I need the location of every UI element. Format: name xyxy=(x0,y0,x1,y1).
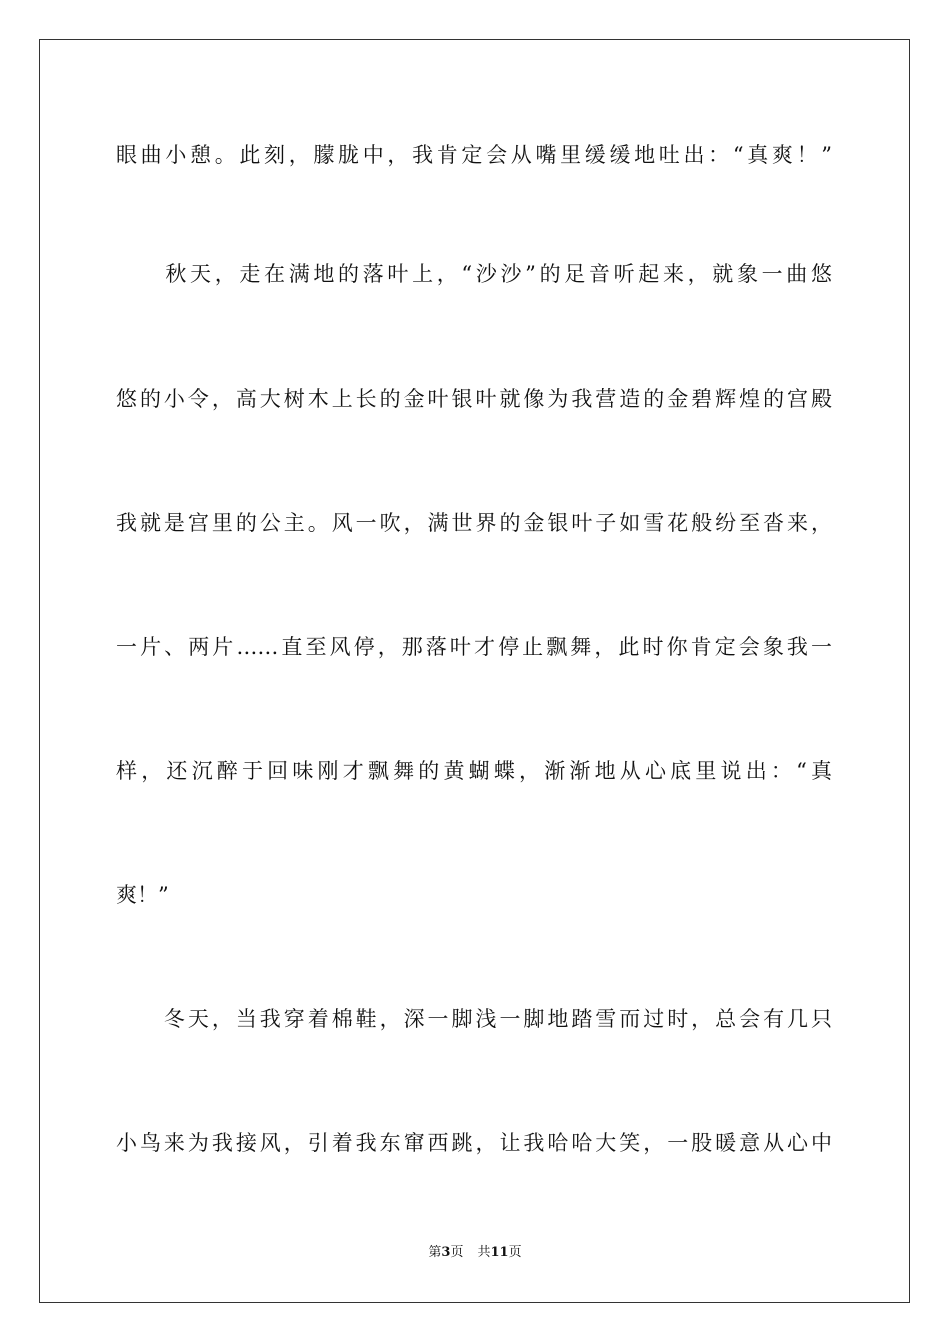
text-line-2: 秋天，走在满地的落叶上，“沙沙”的足音听起来，就象一曲悠 xyxy=(116,262,832,286)
text-line-9: 小鸟来为我接风，引着我东窜西跳，让我哈哈大笑，一股暖意从心中 xyxy=(116,1131,832,1155)
text-line-4: 我就是宫里的公主。风一吹，满世界的金银叶子如雪花般纷至沓来， xyxy=(116,511,832,535)
text-line-5: 一片、两片……直至风停，那落叶才停止飘舞，此时你肯定会象我一 xyxy=(116,635,832,659)
text-line-6: 样，还沉醉于回味刚才飘舞的黄蝴蝶，渐渐地从心底里说出：“真 xyxy=(116,759,832,783)
page-number: 第3页 xyxy=(428,1245,464,1260)
page-frame xyxy=(39,39,910,1303)
text-line-1: 眼曲小憩。此刻，朦胧中，我肯定会从嘴里缓缓地吐出：“真爽！” xyxy=(116,143,832,167)
total-pages: 共11页 xyxy=(477,1245,522,1260)
text-line-7: 爽！” xyxy=(116,883,169,907)
page-footer xyxy=(0,1244,950,1262)
text-line-3: 悠的小令，高大树木上长的金叶银叶就像为我营造的金碧辉煌的宫殿 xyxy=(116,387,832,411)
text-line-8: 冬天，当我穿着棉鞋，深一脚浅一脚地踏雪而过时，总会有几只 xyxy=(116,1007,832,1031)
